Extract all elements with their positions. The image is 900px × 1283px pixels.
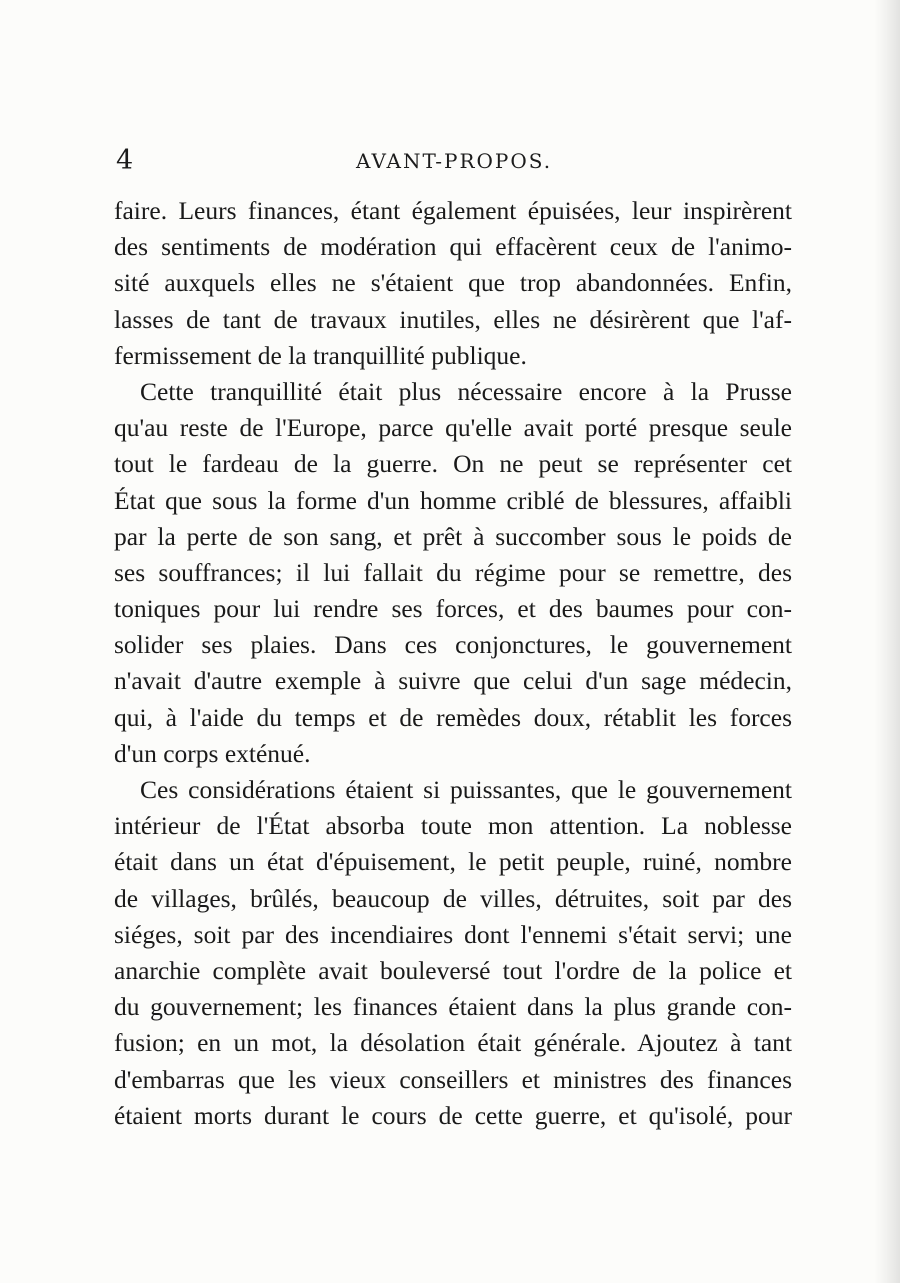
text-line: qui, à l'aide du temps et de remèdes doux, rétablit les forces — [114, 702, 792, 732]
text-line: toniques pour lui rendre ses forces, et des baumes pour con- — [114, 594, 792, 624]
text-line: du gouvernement; les finances étaient dans la plus grande con- — [114, 992, 792, 1022]
text-line: d'un corps exténué. — [114, 738, 311, 768]
text-line: fermissement de la tranquillité publique. — [114, 340, 527, 370]
paragraph-first-line: Ces considérations étaient si puissantes, que le gouvernement — [140, 775, 792, 804]
text-line: ses souffrances; il lui fallait du régime pour se remettre, des — [114, 557, 792, 587]
text-line: anarchie complète avait bouleversé tout l'ordre de la police et — [114, 955, 792, 985]
text-line: était dans un état d'épuisement, le petit peuple, ruiné, nombre — [114, 847, 792, 877]
text-line: par la perte de son sang, et prêt à succomber sous le poids de — [114, 521, 792, 551]
text-line: de villages, brûlés, beaucoup de villes, détruites, soit par des — [114, 883, 792, 913]
text-line: lasses de tant de travaux inutiles, elles ne désirèrent que l'af- — [114, 304, 792, 334]
text-line: sité auxquels elles ne s'étaient que trop abandonnées. Enfin, — [114, 268, 792, 298]
text-line: n'avait d'autre exemple à suivre que celui d'un sage médecin, — [114, 666, 792, 696]
running-head — [116, 143, 790, 179]
page-number: 4 — [116, 145, 134, 176]
text-line: solider ses plaies. Dans ces conjonctures, le gouvernement — [114, 630, 792, 660]
text-line: État que sous la forme d'un homme criblé de blessures, affaibli — [114, 485, 792, 515]
text-line: des sentiments de modération qui effacèrent ceux de l'animo- — [114, 232, 792, 262]
text-line: intérieur de l'État absorba toute mon attention. La noblesse — [114, 811, 792, 841]
text-line: étaient morts durant le cours de cette guerre, et qu'isolé, pour — [114, 1100, 792, 1130]
page-edge-shadow — [874, 0, 900, 1283]
body-text — [114, 193, 792, 1134]
text-line: fusion; en un mot, la désolation était générale. Ajoutez à tant — [114, 1028, 792, 1058]
text-line: faire. Leurs finances, étant également épuisées, leur inspirèrent — [114, 196, 792, 225]
text-line: d'embarras que les vieux conseillers et ministres des finances — [114, 1064, 792, 1094]
text-line: siéges, soit par des incendiaires dont l'ennemi s'était servi; une — [114, 919, 792, 949]
text-line: qu'au reste de l'Europe, parce qu'elle avait porté presque seule — [114, 413, 792, 443]
paragraph-first-line: Cette tranquillité était plus nécessaire encore à la Prusse — [140, 376, 792, 406]
text-line: tout le fardeau de la guerre. On ne peut se représenter cet — [114, 449, 792, 479]
running-title: AVANT-PROPOS. — [356, 149, 553, 173]
